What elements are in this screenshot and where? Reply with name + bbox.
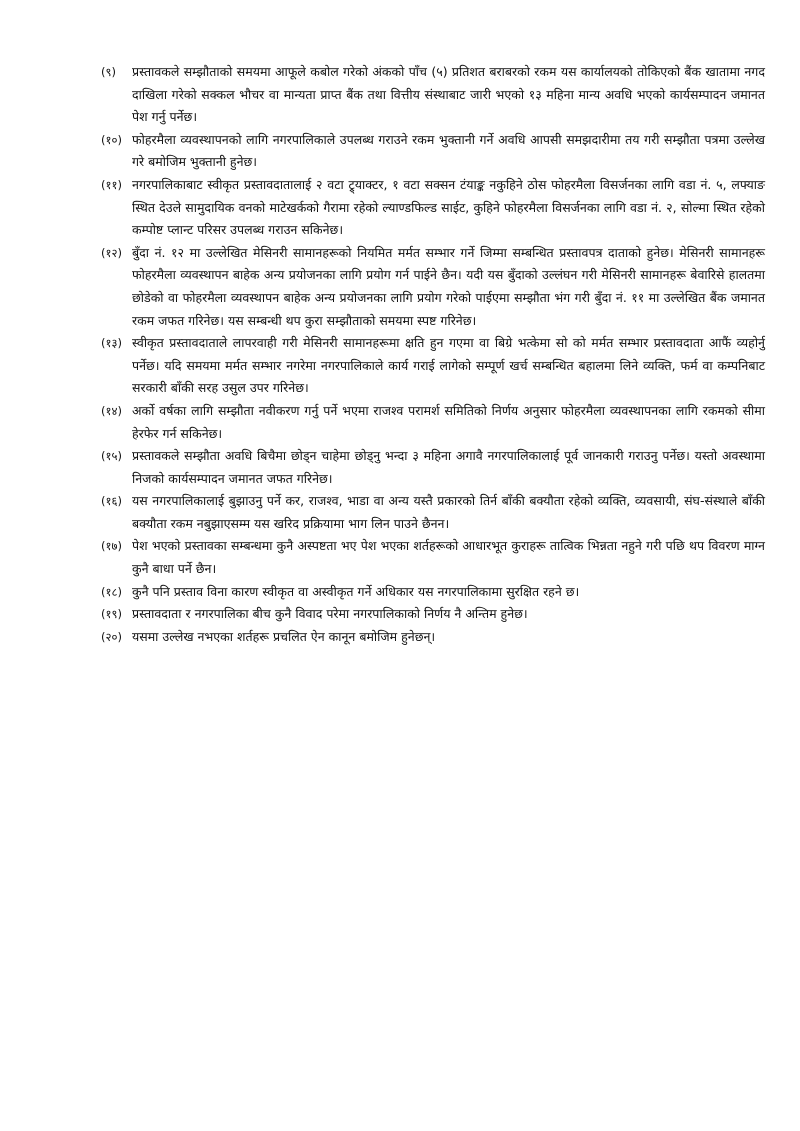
clause-text: नगरपालिकाबाट स्वीकृत प्रस्तावदातालाई २ वटा ट्र्याक्टर, १ वटा सक्सन टंयाङ्क नकुहिने ठोस फोहरमैला विसर्जनका लागि वडा नं. ५, लफ्याङ स्थित देउले सामुदायिक वनको माटेखर्कको गैरामा रहेको ल्याण्डफिल्ड साईट, कुहिने फोहरमैला विसर्जनका लागि वडा नं. २, सोल्मा स्थित रहेको कम्पोष्ट प्लान्ट परिसर उपलब्ध गराउन सकिनेछ। bbox=[132, 176, 765, 238]
clause-number: (११) bbox=[101, 177, 122, 192]
clause-number: (१९) bbox=[101, 607, 122, 622]
clause-number: (१२) bbox=[101, 245, 122, 260]
clause-text: स्वीकृत प्रस्तावदाताले लापरवाही गरी मेसिनरी सामानहरूमा क्षति हुन गएमा वा बिग्रे भत्केमा सो को मर्मत सम्भार प्रस्तावदाता आफैं व्यहोर्नु पर्नेछ। यदि समयमा मर्मत सम्भार नगरेमा नगरपालिकाले कार्य गराई लागेको सम्पूर्ण खर्च सम्बन्धित बहालमा लिने व्यक्ति, फर्म वा कम्पनिबाट सरकारी बाँकी सरह उसुल उपर गरिनेछ। bbox=[132, 335, 765, 396]
clause-item bbox=[101, 603, 765, 626]
clause-item bbox=[101, 332, 765, 400]
clause-number: (१८) bbox=[101, 584, 122, 599]
clause-item bbox=[101, 174, 765, 242]
clause-text: बुँदा नं. १२ मा उल्लेखित मेसिनरी सामानहरूको नियमित मर्मत सम्भार गर्ने जिम्मा सम्बन्धित प्रस्तावपत्र दाताको हुनेछ। मेसिनरी सामानहरू फोहरमैला व्यवस्थापन बाहेक अन्य प्रयोजनका लागि प्रयोग गर्न पाईने छैन। यदी यस बुँदाको उल्लंघन गरी मेसिनरी सामानहरू बेवारिसे हालतमा छोडेको वा फोहरमैला व्यवस्थापन बाहेक अन्य प्रयोजनका लागि प्रयोग गरेको पाईएमा सम्झौता भंग गरी बुँदा नं. ११ मा उल्लेखित बैंक जमानत रकम जफत गरिनेछ। यस सम्बन्धी थप कुरा सम्झौताको समयमा स्पष्ट गरिनेछ। bbox=[132, 244, 765, 328]
clause-number: (२०) bbox=[101, 629, 122, 644]
clause-text: यस नगरपालिकालाई बुझाउनु पर्ने कर, राजश्व, भाडा वा अन्य यस्तै प्रकारको तिर्न बाँकी बक्यौता रहेको व्यक्ति, व्यवसायी, संघ-संस्थाले बाँकी बक्यौता रकम नबुझाएसम्म यस खरिद प्रक्रियामा भाग लिन पाउने छैनन। bbox=[132, 493, 765, 531]
clause-list bbox=[101, 61, 765, 648]
clause-number: (१३) bbox=[101, 336, 122, 351]
clause-number: (१६) bbox=[101, 494, 122, 509]
clause-item bbox=[101, 490, 765, 535]
clause-item bbox=[101, 445, 765, 490]
clause-text: यसमा उल्लेख नभएका शर्तहरू प्रचलित ऐन कानून बमोजिम हुनेछन्। bbox=[132, 628, 436, 644]
clause-item bbox=[101, 242, 765, 332]
clause-number: (१५) bbox=[101, 449, 122, 464]
clause-number: (९) bbox=[101, 65, 116, 79]
clause-item bbox=[101, 535, 765, 580]
clause-text: प्रस्तावकले सम्झौता अवधि बिचैमा छोड्न चाहेमा छोड्नु भन्दा ३ महिना अगावै नगरपालिकालाई पूर्व जानकारी गराउनु पर्नेछ। यस्तो अवस्थामा निजको कार्यसम्पादन जमानत जफत गरिनेछ। bbox=[132, 448, 765, 486]
clause-text: पेश भएको प्रस्तावका सम्बन्धमा कुनै अस्पष्टता भए पेश भएका शर्तहरूको आधारभूत कुराहरू तात्विक भिन्नता नहुने गरी पछि थप विवरण माग्न कुनै बाधा पर्ने छैन। bbox=[132, 538, 765, 577]
clause-number: (१७) bbox=[101, 539, 122, 554]
clause-item bbox=[101, 400, 765, 445]
clause-text: कुनै पनि प्रस्ताव विना कारण स्वीकृत वा अस्वीकृत गर्ने अधिकार यस नगरपालिकामा सुरक्षित रहने छ। bbox=[132, 583, 580, 599]
clause-item bbox=[101, 61, 765, 129]
clause-item bbox=[101, 581, 765, 604]
clause-number: (१०) bbox=[101, 132, 122, 147]
clause-text: अर्को वर्षका लागि सम्झौता नवीकरण गर्नु पर्ने भएमा राजश्व परामर्श समितिको निर्णय अनुसार फोहरमैला व्यवस्थापनका लागि रकमको सीमा हेरफेर गर्न सकिनेछ। bbox=[132, 402, 765, 441]
clause-number: (१४) bbox=[101, 403, 122, 418]
clause-text: प्रस्तावदाता र नगरपालिका बीच कुनै विवाद परेमा नगरपालिकाको निर्णय नै अन्तिम हुनेछ। bbox=[132, 606, 528, 622]
clause-item bbox=[101, 129, 765, 174]
clause-text: प्रस्तावकले सम्झौताको समयमा आफूले कबोल गरेको अंकको पाँच (५) प्रतिशत बराबरको रकम यस कार्यालयको तोकिएको बैंक खातामा नगद दाखिला गरेको सक्कल भौचर वा मान्यता प्राप्त बैंक तथा वित्तीय संस्थाबाट जारी भएको १३ महिना मान्य अवधि भएको कार्यसम्पादन जमानत पेश गर्नु पर्नेछ। bbox=[132, 64, 765, 125]
clause-item bbox=[101, 626, 765, 649]
clause-text: फोहरमैला व्यवस्थापनको लागि नगरपालिकाले उपलब्ध गराउने रकम भुक्तानी गर्ने अवधि आपसी समझदारीमा तय गरी सम्झौता पत्रमा उल्लेख गरे बमोजिम भुक्तानी हुनेछ। bbox=[132, 131, 765, 170]
